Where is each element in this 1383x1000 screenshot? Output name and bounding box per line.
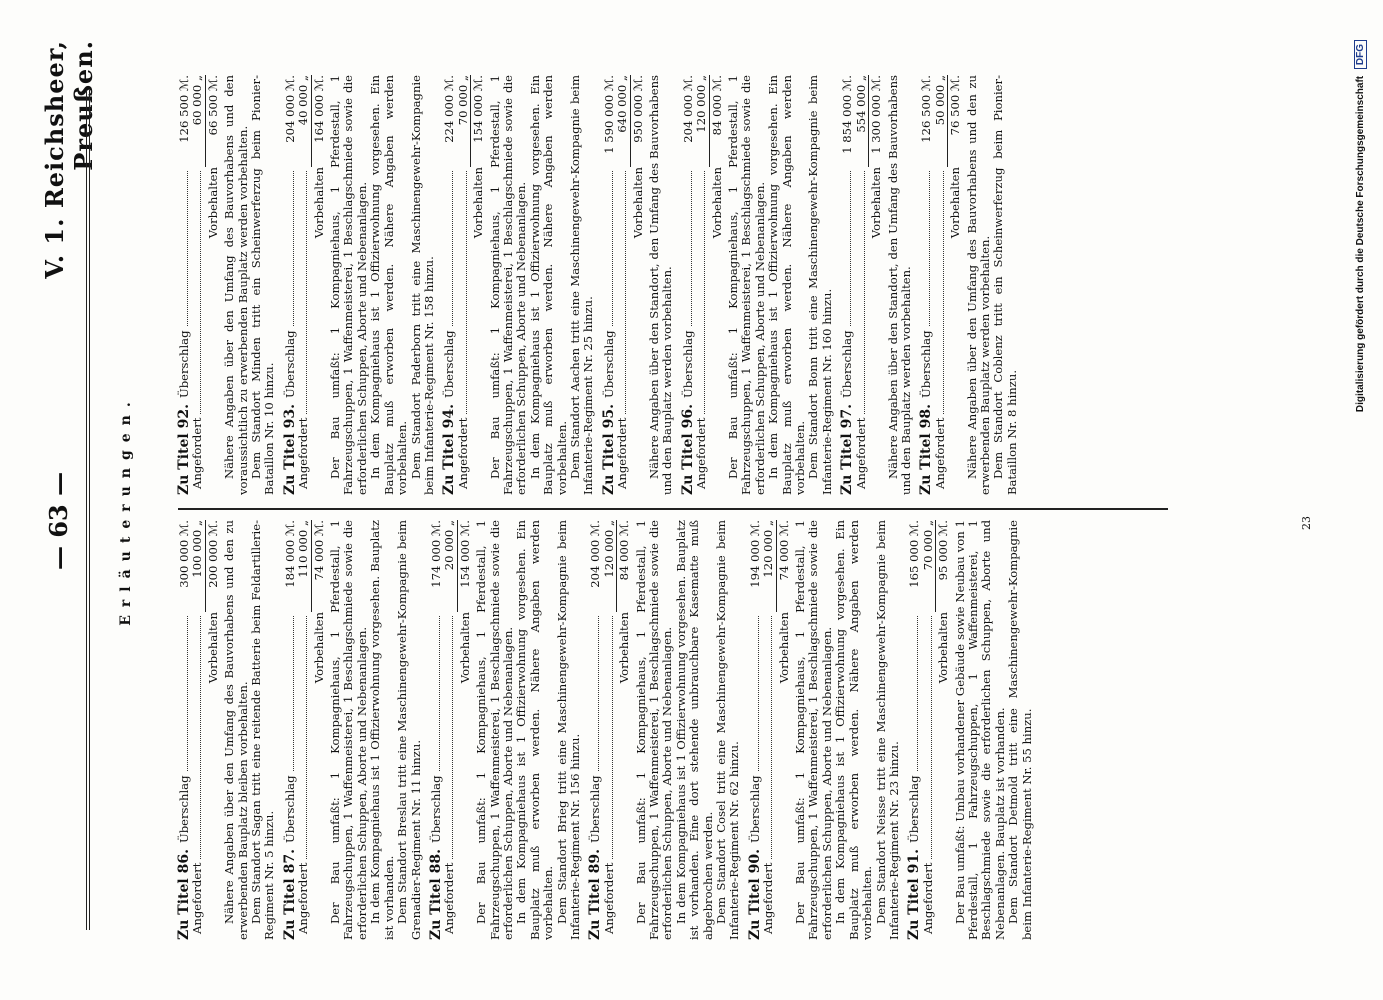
explanation-paragraph: Der Bau umfaßt: 1 Kompagniehaus, 1 Pferdestall, 1 Fahrzeugschuppen, 1 Waffenmeisterei, 1 Beschlagschmiede sowie die erforderlichen Schuppen, Aborte und Nebenanlagen. — [793, 520, 834, 940]
titel-number: Titel 96. — [679, 404, 696, 470]
reserved-amount: 74 000 ℳ. — [311, 520, 326, 581]
section-title: Erläuterungen. — [118, 394, 134, 626]
explanation-paragraph: Dem Standort Neisse tritt eine Maschinengewehr-Kompagnie beim Infanterie-Regiment Nr. 23 hinzu. — [873, 520, 901, 940]
explanation-paragraph: Der Bau umfaßt: 1 Kompagniehaus, 1 Pferdestall, 1 Fahrzeugschuppen, 1 Waffenmeisterei, 1 Beschlagschmiede sowie die erforderlichen Schuppen, Aborte und Nebenanlagen. — [474, 520, 515, 940]
entry-head — [281, 520, 298, 940]
explanation-paragraph: Dem Standort Cosel tritt eine Maschinengewehr-Kompagnie beim Infanterie-Regiment Nr. 62 hinzu. — [714, 520, 742, 940]
budget-entry — [443, 75, 595, 495]
requested-amount: 20 000 „ — [443, 520, 457, 612]
reserved-label: Vorbehalten — [630, 167, 645, 239]
requested-amount: 640 000 „ — [616, 75, 630, 167]
entry-head — [427, 520, 444, 940]
requested-label: Angefordert — [296, 862, 311, 934]
dfg-logo: DFG — [1354, 40, 1367, 69]
reserved-row — [472, 75, 485, 495]
estimate-label: Überschlag — [919, 330, 934, 399]
reserved-row — [459, 520, 472, 940]
requested-label: Angefordert — [761, 862, 776, 934]
entry-head — [589, 520, 602, 940]
reserved-label: Vorbehalten — [709, 167, 724, 239]
entry-explanation — [887, 75, 914, 495]
titel-number: Titel 90. — [746, 849, 763, 915]
leader-dots — [200, 171, 201, 414]
explanation-paragraph: Nähere Angaben über den Umfang des Bauvorhabens und den zu erwerbenden Bauplatz bleiben vorbehalten. — [222, 520, 250, 940]
requested-row — [762, 520, 776, 940]
leader-dots — [200, 616, 201, 859]
requested-label: Angefordert — [455, 417, 470, 489]
budget-entry — [679, 75, 834, 495]
leader-dots — [929, 171, 930, 326]
budget-entry — [281, 520, 423, 940]
requested-amount: 60 000 „ — [191, 75, 205, 167]
explanation-paragraph: Dem Standort Breslau tritt eine Maschinengewehr-Kompagnie beim Grenadier-Regiment Nr. 11 hinzu. — [395, 520, 423, 940]
budget-entry — [920, 75, 1019, 495]
requested-row — [934, 75, 948, 495]
entry-head — [443, 75, 456, 495]
entry-explanation — [635, 520, 742, 940]
requested-amount: 100 000 „ — [191, 520, 205, 612]
requested-label: Angefordert — [190, 417, 205, 489]
estimate-amount: 126 500 ℳ. — [919, 75, 934, 143]
budget-entry — [281, 75, 436, 495]
leader-dots — [771, 616, 772, 859]
estimate-amount: 204 000 ℳ. — [588, 520, 603, 588]
explanation-paragraph: In dem Kompagniehaus ist 1 Offizierwohnung vorgesehen. Ein Bauplatz muß erworben werden. Nähere Angaben werden vorbehalten. — [514, 520, 556, 940]
entry-head — [600, 75, 617, 495]
reserved-amount: 74 000 ℳ. — [776, 520, 791, 581]
requested-label: Angefordert — [853, 417, 868, 489]
titel-number: Titel 87. — [281, 849, 298, 915]
titel-number: Titel 98. — [918, 404, 935, 470]
entry-explanation — [794, 520, 901, 940]
entry-explanation — [223, 75, 277, 495]
leader-dots — [704, 171, 705, 414]
leader-dots — [452, 171, 453, 326]
entry-title — [281, 404, 298, 495]
reserved-row — [778, 520, 791, 940]
titel-number: Titel 86. — [176, 849, 192, 915]
credit-text: Digitalisierung gefördert durch die Deutsche Forschungsgemeinschaft — [1355, 75, 1366, 413]
reserved-amount: 154 000 ℳ. — [457, 520, 472, 588]
entry-head — [178, 75, 191, 495]
entry-head — [908, 520, 921, 940]
explanation-paragraph: In dem Kompagniehaus ist 1 Offizierwohnung vorgesehen. Ein Bauplatz muß erworben werden. Nähere Angaben werden vorbehalten. — [527, 75, 569, 495]
estimate-label: Überschlag — [840, 330, 855, 399]
zu-label: Zu — [427, 919, 444, 940]
budget-entry — [427, 520, 582, 940]
titel-number: Titel 93. — [281, 404, 298, 470]
requested-row — [855, 75, 869, 495]
entry-head — [841, 75, 854, 495]
estimate-amount: 1 590 000 ℳ. — [601, 75, 616, 154]
reserved-amount: 84 000 ℳ. — [709, 75, 724, 136]
requested-label: Angefordert — [296, 417, 311, 489]
entry-title — [841, 404, 854, 495]
estimate-amount: 174 000 ℳ. — [428, 520, 443, 588]
explanation-paragraph: Der Bau umfaßt: 1 Kompagniehaus, 1 Pferdestall, 1 Fahrzeugschuppen, 1 Waffenmeisterei, 1 Beschlagschmiede sowie die erforderlichen Schuppen, Aborte und Nebenanlagen. — [487, 75, 529, 495]
estimate-label: Überschlag — [442, 330, 457, 399]
requested-amount: 120 000 „ — [762, 520, 776, 612]
reserved-label: Vorbehalten — [776, 612, 791, 684]
entry-title — [920, 404, 933, 495]
right-column — [178, 75, 1188, 495]
zu-label: Zu — [746, 919, 763, 940]
titel-number: Titel 94. — [441, 404, 458, 470]
zu-label: Zu — [600, 474, 617, 495]
explanation-paragraph: Dem Standort Bonn tritt eine Maschinengewehr-Kompagnie beim Infanterie-Regiment Nr. 160 hinzu. — [806, 75, 834, 495]
budget-entry — [908, 520, 1034, 940]
requested-row — [457, 75, 471, 495]
leader-dots — [943, 171, 944, 414]
reserved-row — [937, 520, 950, 940]
explanation-paragraph: In dem Kompagniehaus ist 1 Offizierwohnung vorgesehen. Ein Bauplatz muß erworben werden. Nähere Angaben werden vorbehalten. — [833, 520, 875, 940]
titel-number: Titel 91. — [906, 849, 923, 915]
reserved-amount: 950 000 ℳ. — [630, 75, 645, 143]
zu-label: Zu — [679, 474, 696, 495]
entry-title — [178, 849, 191, 940]
leader-dots — [850, 171, 851, 326]
requested-amount: 110 000 „ — [297, 520, 311, 612]
estimate-label: Überschlag — [601, 330, 616, 399]
reserved-amount: 76 500 ℳ. — [948, 75, 963, 136]
reserved-amount: 84 000 ℳ. — [617, 520, 632, 581]
entry-explanation — [727, 75, 834, 495]
reserved-label: Vorbehalten — [311, 612, 326, 684]
entry-title — [281, 849, 298, 940]
requested-label: Angefordert — [190, 862, 205, 934]
explanation-paragraph: In dem Kompagniehaus ist 1 Offizierwohnung vorgesehen. Ein Bauplatz muß erworben werden. Nähere Angaben werden vorbehalten. — [368, 75, 410, 495]
requested-row — [616, 75, 630, 495]
left-column — [178, 520, 1188, 940]
requested-amount: 50 000 „ — [934, 75, 948, 167]
entry-explanation — [954, 520, 1034, 940]
explanation-paragraph: Dem Standort Brieg tritt eine Maschinengewehr-Kompagnie beim Infanterie-Regiment Nr. 156 hinzu. — [554, 520, 582, 940]
leader-dots — [306, 616, 307, 859]
budget-entry — [600, 75, 675, 495]
explanation-paragraph: Dem Standort Sagan tritt eine reitende Batterie beim Feldartillerie-Regiment Nr. 5 hinzu. — [249, 520, 277, 940]
reserved-row — [870, 75, 883, 495]
reserved-label: Vorbehalten — [936, 612, 951, 684]
requested-row — [297, 75, 311, 495]
zu-label: Zu — [281, 474, 298, 495]
reserved-label: Vorbehalten — [471, 167, 486, 239]
explanation-paragraph: Nähere Angaben über den Umfang des Bauvorhabens und den voraussichtlich zu erwerbenden Bauplatz werden vorbehalten. — [222, 75, 250, 495]
reserved-amount: 164 000 ℳ. — [311, 75, 326, 143]
estimate-label: Überschlag — [907, 775, 922, 844]
requested-row — [603, 520, 617, 940]
explanation-paragraph: Der Bau umfaßt: 1 Kompagniehaus, 1 Pferdestall, 1 Fahrzeugschuppen, 1 Waffenmeisterei, 1 Beschlagschmiede sowie die erforderlichen Schuppen, Aborte und Nebenanlagen. — [328, 520, 369, 940]
entry-explanation — [648, 75, 675, 495]
entry-title — [600, 404, 617, 495]
entry-explanation — [329, 75, 436, 495]
requested-row — [695, 75, 709, 495]
leader-dots — [931, 616, 932, 859]
zu-label: Zu — [176, 919, 192, 940]
titel-number: Titel 97. — [839, 404, 856, 470]
requested-amount: 120 000 „ — [695, 75, 709, 167]
requested-label: Angefordert — [601, 862, 616, 934]
titel-number: Titel 95. — [600, 404, 617, 470]
entry-head — [178, 520, 191, 940]
estimate-label: Überschlag — [747, 775, 762, 844]
entry-title — [908, 849, 921, 940]
footer-page-number: 23 — [1300, 516, 1313, 530]
explanation-paragraph: In dem Kompagniehaus ist 1 Offizierwohnung vorgesehen. Ein Bauplatz muß erworben werden. Nähere Angaben werden vorbehalten. — [766, 75, 808, 495]
entry-title — [589, 849, 602, 940]
budget-entry — [589, 520, 741, 940]
reserved-row — [632, 75, 645, 495]
requested-label: Angefordert — [442, 862, 457, 934]
titel-number: Titel 89. — [587, 849, 604, 915]
leader-dots — [625, 171, 626, 414]
requested-label: Angefordert — [932, 417, 947, 489]
page-header — [40, 40, 98, 960]
reserved-amount: 200 000 ℳ. — [205, 520, 220, 588]
reserved-amount: 1 300 000 ℳ. — [869, 75, 884, 154]
estimate-label: Überschlag — [428, 775, 443, 844]
explanation-paragraph: Der Bau umfaßt: 1 Kompagniehaus, 1 Pferdestall, 1 Fahrzeugschuppen, 1 Waffenmeisterei, 1 Beschlagschmiede sowie die erforderlichen Schuppen, Aborte und Nebenanlagen. — [328, 75, 369, 495]
requested-amount: 70 000 „ — [922, 520, 936, 612]
estimate-amount: 1 854 000 ℳ. — [840, 75, 855, 154]
header-rule — [86, 90, 90, 930]
requested-label: Angefordert — [694, 417, 709, 489]
zu-label: Zu — [587, 919, 604, 940]
explanation-paragraph: Nähere Angaben über den Umfang des Bauvorhabens und den zu erwerbenden Bauplatz werden vorbehalten. — [964, 75, 992, 495]
leader-dots — [612, 616, 613, 859]
zu-label: Zu — [918, 474, 935, 495]
explanation-paragraph: Dem Standort Detmold tritt eine Maschinengewehr-Kompagnie beim Infanterie-Regiment Nr. 55 hinzu. — [1006, 520, 1034, 940]
entry-title — [746, 849, 763, 940]
entry-explanation — [489, 75, 596, 495]
leader-dots — [293, 616, 294, 771]
estimate-label: Überschlag — [680, 330, 695, 399]
zu-label: Zu — [839, 474, 856, 495]
zu-label: Zu — [176, 474, 192, 495]
leader-dots — [691, 171, 692, 326]
entry-explanation — [475, 520, 582, 940]
estimate-amount: 126 500 ℳ. — [177, 75, 191, 143]
estimate-amount: 194 000 ℳ. — [747, 520, 762, 588]
explanation-paragraph: Der Bau umfaßt: 1 Kompagniehaus, 1 Pferdestall, 1 Fahrzeugschuppen, 1 Waffenmeisterei, 1 Beschlagschmiede sowie die erforderlichen Schuppen, Aborte und Nebenanlagen. — [633, 520, 675, 940]
estimate-label: Überschlag — [282, 775, 297, 844]
page-title: V. 1. Reichsheer, Preußen. — [40, 40, 98, 279]
explanation-paragraph: Dem Standort Aachen tritt eine Maschinengewehr-Kompagnie beim Infanterie-Regiment Nr. 25 hinzu. — [567, 75, 596, 495]
entry-title — [443, 404, 456, 495]
titel-number: Titel 92. — [176, 404, 192, 470]
estimate-label: Überschlag — [177, 330, 191, 399]
reserved-amount: 95 000 ℳ. — [936, 520, 951, 581]
estimate-amount: 204 000 ℳ. — [680, 75, 695, 143]
reserved-row — [711, 75, 724, 495]
requested-row — [443, 520, 457, 940]
leader-dots — [864, 171, 865, 414]
entry-title — [427, 849, 444, 940]
zu-label: Zu — [906, 919, 923, 940]
estimate-amount: 165 000 ℳ. — [907, 520, 922, 588]
estimate-label: Überschlag — [588, 775, 603, 844]
leader-dots — [293, 171, 294, 326]
reserved-amount: 154 000 ℳ. — [471, 75, 486, 143]
reserved-label: Vorbehalten — [311, 167, 326, 239]
explanation-paragraph: Der Bau umfaßt: Umbau vorhandener Gebäude sowie Neubau von 1 Pferdestall, 1 Fahrzeugschuppen, 1 Waffenmeisterei, 1 Beschlagschmiede sowie die erforderlichen Schuppen, Aborte und Nebenanlagen. Bauplatz ist vorhanden. — [952, 520, 1007, 940]
requested-amount: 554 000 „ — [855, 75, 869, 167]
reserved-label: Vorbehalten — [205, 612, 220, 684]
entry-head — [920, 75, 933, 495]
entry-explanation — [329, 520, 423, 940]
leader-dots — [758, 616, 759, 771]
entry-head — [679, 75, 696, 495]
explanation-paragraph: Der Bau umfaßt: 1 Kompagniehaus, 1 Pferdestall, 1 Fahrzeugschuppen, 1 Waffenmeisterei, 1 Beschlagschmiede sowie die erforderlichen Schuppen, Aborte und Nebenanlagen. — [726, 75, 767, 495]
entry-head — [746, 520, 763, 940]
requested-row — [191, 520, 205, 940]
reserved-row — [207, 520, 220, 940]
explanation-paragraph: Nähere Angaben über den Standort, den Umfang des Bauvorhabens und den Bauplatz werden vorbehalten. — [647, 75, 675, 495]
leader-dots — [452, 616, 453, 859]
zu-label: Zu — [281, 919, 298, 940]
reserved-amount: 66 500 ℳ. — [205, 75, 220, 136]
leader-dots — [466, 171, 467, 414]
requested-row — [922, 520, 936, 940]
leader-dots — [598, 616, 599, 771]
requested-row — [191, 75, 205, 495]
explanation-paragraph: Dem Standort Minden tritt ein Scheinwerferzug beim Pionier-Bataillon Nr. 10 hinzu. — [249, 75, 277, 495]
reserved-label: Vorbehalten — [869, 167, 884, 239]
titel-number: Titel 88. — [427, 849, 444, 915]
zu-label: Zu — [441, 474, 458, 495]
entry-title — [679, 404, 696, 495]
estimate-label: Überschlag — [177, 775, 191, 844]
leader-dots — [306, 171, 307, 414]
budget-entry — [178, 520, 277, 940]
reserved-label: Vorbehalten — [457, 612, 472, 684]
digitization-credit — [1355, 40, 1366, 960]
estimate-amount: 204 000 ℳ. — [282, 75, 297, 143]
requested-label: Angefordert — [615, 417, 630, 489]
leader-dots — [187, 616, 188, 771]
reserved-row — [949, 75, 962, 495]
column-divider — [178, 508, 1168, 510]
reserved-label: Vorbehalten — [948, 167, 963, 239]
estimate-amount: 224 000 ℳ. — [442, 75, 457, 143]
leader-dots — [187, 171, 188, 326]
requested-amount: 120 000 „ — [603, 520, 617, 612]
budget-entry — [178, 75, 277, 495]
reserved-label: Vorbehalten — [205, 167, 220, 239]
entry-explanation — [966, 75, 1020, 495]
reserved-row — [618, 520, 631, 940]
reserved-row — [313, 75, 326, 495]
entry-head — [281, 75, 298, 495]
budget-entry — [841, 75, 913, 495]
leader-dots — [917, 616, 918, 771]
requested-amount: 40 000 „ — [297, 75, 311, 167]
explanation-paragraph: In dem Kompagniehaus ist 1 Offizierwohnung vorgesehen. Bauplatz ist vorhanden. — [368, 520, 396, 940]
requested-label: Angefordert — [920, 862, 935, 934]
requested-amount: 70 000 „ — [457, 75, 471, 167]
requested-row — [297, 520, 311, 940]
leader-dots — [612, 171, 613, 326]
leader-dots — [439, 616, 440, 771]
explanation-paragraph: Nähere Angaben über den Standort, den Umfang des Bauvorhabens und den Bauplatz werden vorbehalten. — [885, 75, 913, 495]
budget-entry — [746, 520, 901, 940]
estimate-amount: 300 000 ℳ. — [177, 520, 191, 588]
entry-explanation — [223, 520, 277, 940]
page-number: — 63 — — [44, 471, 73, 570]
explanation-paragraph: Dem Standort Coblenz tritt ein Scheinwerferzug beim Pionier-Bataillon Nr. 8 hinzu. — [991, 75, 1019, 495]
explanation-paragraph: In dem Kompagniehaus ist 1 Offizierwohnung vorgesehen. Bauplatz ist vorhanden. Eine dort stehende unbrauchbare Kasematte muß abgebrochen werden. — [673, 520, 715, 940]
explanation-paragraph: Dem Standort Paderborn tritt eine Maschinengewehr-Kompagnie beim Infanterie-Regiment Nr. 158 hinzu. — [408, 75, 436, 495]
reserved-row — [207, 75, 220, 495]
reserved-row — [313, 520, 326, 940]
estimate-amount: 184 000 ℳ. — [282, 520, 297, 588]
reserved-label: Vorbehalten — [617, 612, 632, 684]
estimate-label: Überschlag — [282, 330, 297, 399]
entry-title — [178, 404, 191, 495]
